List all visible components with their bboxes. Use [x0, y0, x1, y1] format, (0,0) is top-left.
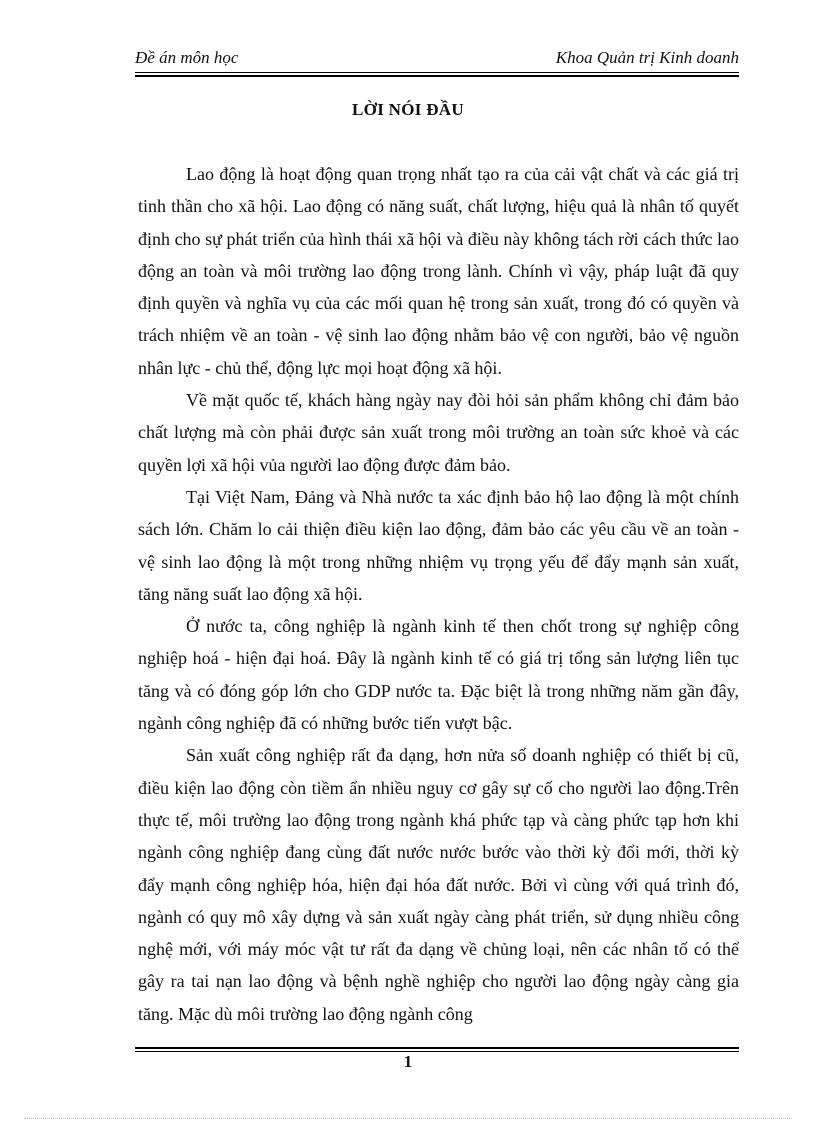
page-title: LỜI NÓI ĐẦU [352, 100, 464, 119]
page-number: 1 [403, 1052, 413, 1071]
paragraph: Tại Việt Nam, Đảng và Nhà nước ta xác định bảo hộ lao động là một chính sách lớn. Chăm lo cải thiện điều kiện lao động, đảm bảo các yêu cầu về an toàn - vệ sinh lao động là một trong những nhiệm vụ trọng yếu để đẩy mạnh sản xuất, tăng năng suất lao động xã hội. [138, 486, 739, 604]
paragraph: Lao động là hoạt động quan trọng nhất tạo ra của cải vật chất và các giá trị tinh thần cho xã hội. Lao động có năng suất, chất lượng, hiệu quả là nhân tố quyết định cho sự phát triển của hình thái xã hội và điều này không tách rời cách thức lao động an toàn và môi trường lao động trong lành. Chính vì vậy, pháp luật đã quy định quyền và nghĩa vụ của các mối quan hệ trong sản xuất, trong đó có quyền và trách nhiệm về an toàn - vệ sinh lao động nhằm bảo vệ con người, bảo vệ nguồn nhân lực - chủ thể, động lực mọi hoạt động xã hội. [138, 164, 739, 378]
document-body [138, 158, 739, 1030]
paragraph: Về mặt quốc tế, khách hàng ngày nay đòi hỏi sản phẩm không chỉ đảm bảo chất lượng mà còn phải được sản xuất trong môi trường an toàn sức khoẻ và các quyền lợi xã hội vủa người lao động được đảm bảo. [138, 390, 739, 475]
page-break-line [24, 1118, 792, 1119]
header-divider [135, 72, 739, 73]
paragraph: Sản xuất công nghiệp rất đa dạng, hơn nửa số doanh nghiệp có thiết bị cũ, điều kiện lao động còn tiềm ẩn nhiều nguy cơ gây sự cố cho người lao động.Trên thực tế, môi trường lao động trong ngành khá phức tạp và càng phức tạp hơn khi ngành công nghiệp đang cùng đất nước nước bước vào thời kỳ đổi mới, thời kỳ đẩy mạnh công nghiệp hóa, hiện đại hóa đất nước. Bởi vì cùng với quá trình đó, ngành có quy mô xây dựng và sản xuất ngày càng phát triển, sử dụng nhiều công nghệ mới, với máy móc vật tư rất đa dạng về chủng loại, nên các nhân tố có thể gây ra tai nạn lao động và bệnh nghề nghiệp cho người lao động ngày càng gia tăng. Mặc dù môi trường lao động ngành công [138, 745, 739, 1024]
header-divider-thick [135, 75, 739, 77]
header-course-label: Đề án môn học [135, 48, 239, 67]
page-header [135, 48, 739, 72]
footer-divider-thick [135, 1047, 739, 1049]
paragraph: Ở nước ta, công nghiệp là ngành kinh tế then chốt trong sự nghiệp công nghiệp hoá - hiện đại hoá. Đây là ngành kinh tế có giá trị tổng sản lượng liên tục tăng và có đóng góp lớn cho GDP nước ta. Đặc biệt là trong những năm gần đây, ngành công nghiệp đã có những bước tiến vượt bậc. [138, 616, 739, 734]
header-faculty-label: Khoa Quản trị Kinh doanh [555, 48, 739, 67]
